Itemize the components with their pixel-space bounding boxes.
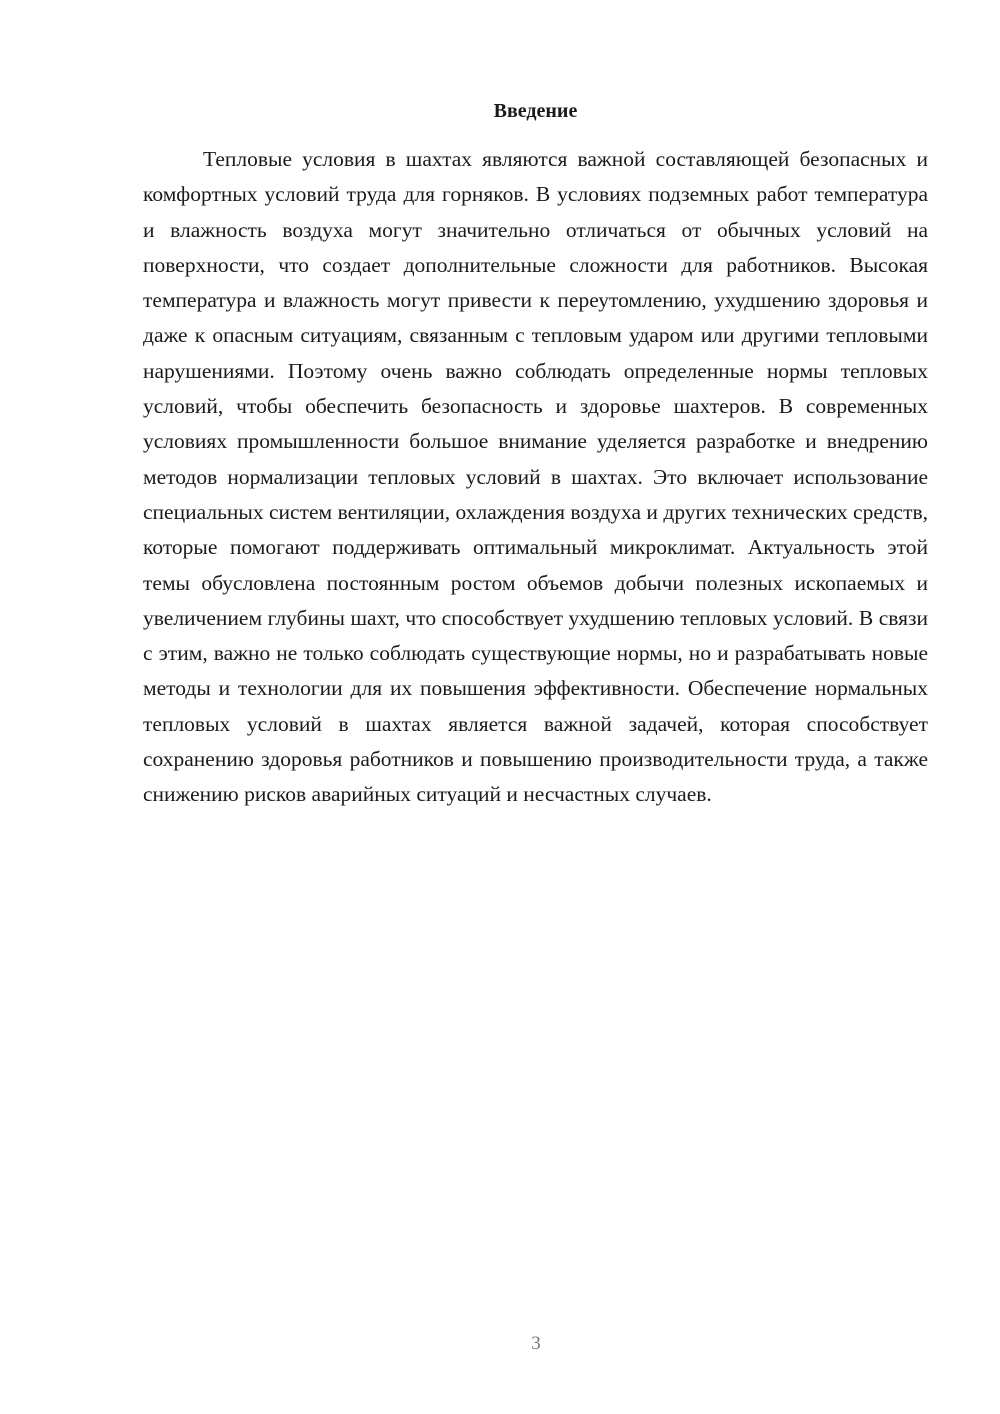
page-number: 3 xyxy=(531,1333,541,1354)
section-heading: Введение xyxy=(493,100,578,122)
body-paragraph: Тепловые условия в шахтах являются важной составляющей безопасных и комфортных условий труда для горняков. В условиях подземных работ температура и влажность воздуха могут значительно отличаться от обычных условий на поверхности, что создает дополнительные сложности для работников. Высокая температура и влажность могут привести к переутомлению, ухудшению здоровья и даже к опасным ситуациям, связанным с тепловым ударом или другими тепловыми нарушениями. Поэтому очень важно соблюдать определенные нормы тепловых условий, чтобы обеспечить безопасность и здоровье шахтеров. В современных условиях промышленности большое внимание уделяется разработке и внедрению методов нормализации тепловых условий в шахтах. Это включает использование специальных систем вентиляции, охлаждения воздуха и других технических средств, которые помогают поддерживать оптимальный микроклимат. Актуальность этой темы обусловлена постоянным ростом объемов добычи полезных ископаемых и увеличением глубины шахт, что способствует ухудшению тепловых условий. В связи с этим, важно не только соблюдать существующие нормы, но и разрабатывать новые методы и технологии для их повышения эффективности. Обеспечение нормальных тепловых условий в шахтах является важной задачей, которая способствует сохранению здоровья работников и повышению производительности труда, а также снижению рисков аварийных ситуаций и несчастных случаев. xyxy=(143,147,928,807)
